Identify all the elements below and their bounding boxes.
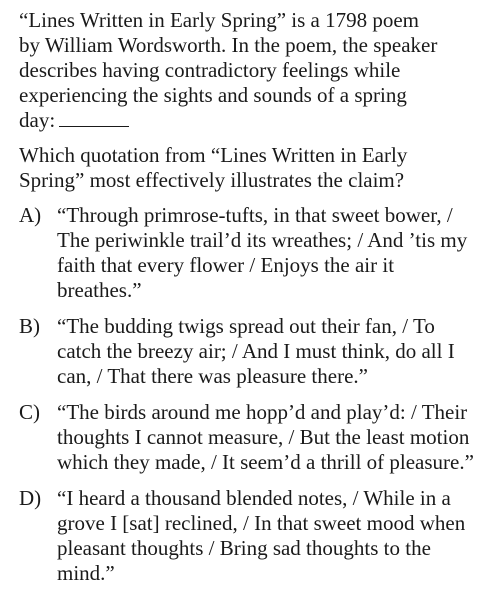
- question-prompt: Which quotation from “Lines Written in Early Spring” most effectively illustrates the claim?: [19, 143, 408, 192]
- choice-d[interactable]: [19, 486, 479, 586]
- choice-text: “Through primrose-tufts, in that sweet bower, / The periwinkle trail’d its wreathes; / And ’tis my faith that every flower / Enjoys the air it breathes.”: [57, 203, 468, 302]
- choice-letter: C): [19, 400, 40, 424]
- choice-text: “The budding twigs spread out their fan, / To catch the breezy air; / And I must think, do all I can, / That there was pleasure there.”: [57, 314, 455, 388]
- choice-a[interactable]: [19, 203, 479, 303]
- choice-text: “The birds around me hopp’d and play’d: / Their thoughts I cannot measure, / But the least motion which they made, / It seem’d a thrill of pleasure.”: [57, 400, 474, 474]
- choice-letter: B): [19, 314, 40, 338]
- choice-text: “I heard a thousand blended notes, / While in a grove I [sat] reclined, / In that sweet mood when pleasant thoughts / Bring sad thoughts to the mind.”: [57, 486, 466, 585]
- choice-c[interactable]: [19, 400, 479, 475]
- choice-b[interactable]: [19, 314, 479, 389]
- answer-blank: [59, 110, 129, 127]
- question-page: [19, 8, 479, 597]
- choice-letter: A): [19, 203, 42, 227]
- choice-letter: D): [19, 486, 42, 510]
- passage-paragraph: [19, 8, 439, 133]
- answer-choices: [19, 203, 479, 586]
- passage-text: “Lines Written in Early Spring” is a 1798 poem by William Wordsworth. In the poem, the speaker describes having contradictory feelings while experiencing the sights and sounds of a spring day:: [19, 8, 438, 132]
